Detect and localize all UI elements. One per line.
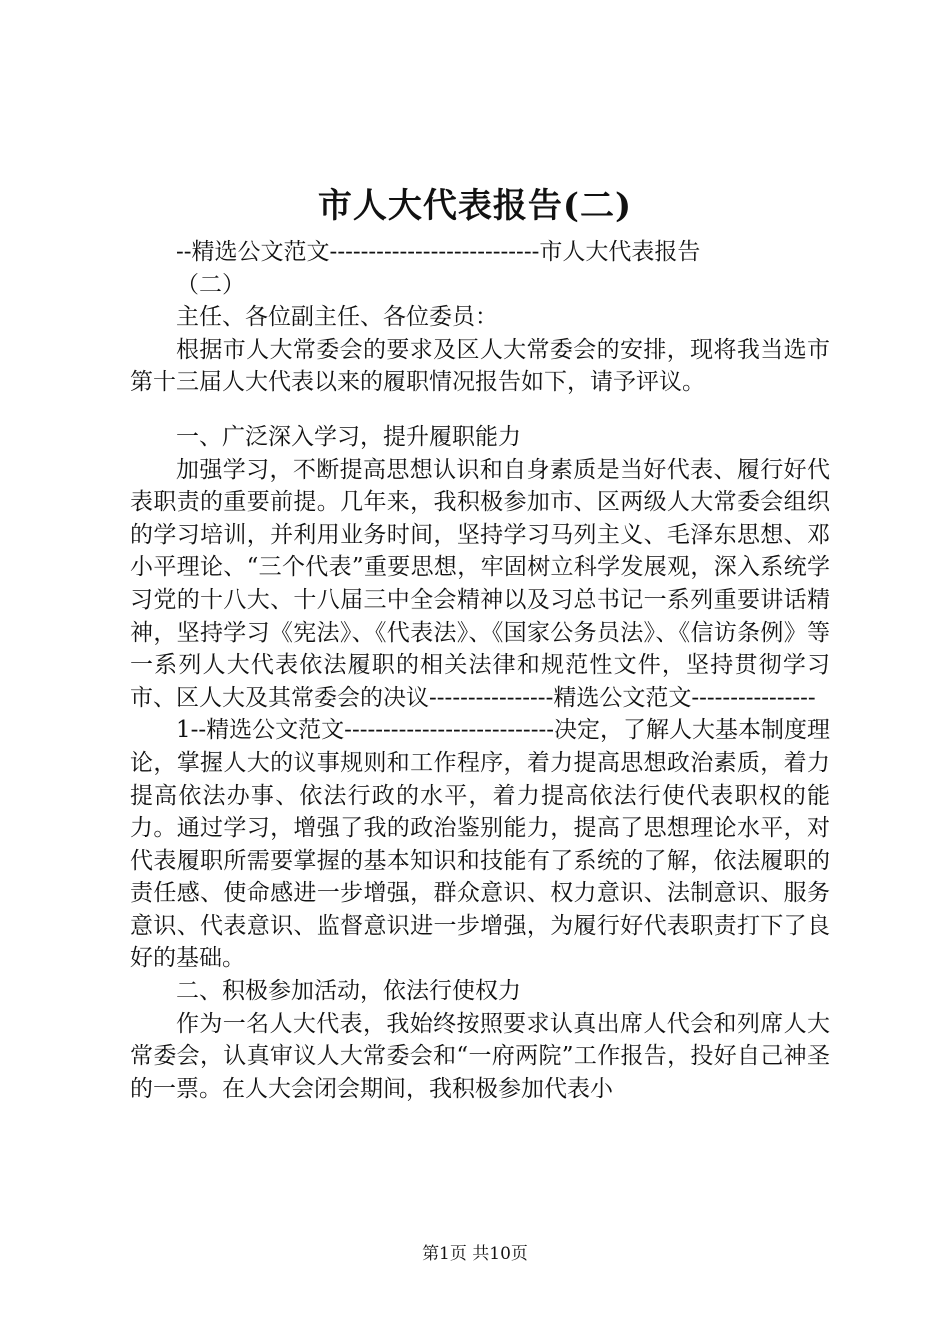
- section-heading-1: 一、广泛深入学习，提升履职能力: [176, 423, 521, 450]
- paragraph-study: 加强学习，不断提高思想认识和自身素质是当好代表、履行好代表职责的重要前提。几年来，我积极参加市、区两级人大常委会组织的学习培训，并利用业务时间，坚持学习马列主义、毛泽东思想、邓小平理论、“三个代表”重要思想，牢固树立科学发展观，深入系统学习党的十八大、十八届三中全会精神以及习总书记一系列重要讲话精神，坚持学习《宪法》、《代表法》、《国家公务员法》、《信访条例》等一系列人大代表依法履职的相关法律和规范性文件，坚持贯彻学习市、区人大及其常委会的决议----------------精选公文范文----------------: [130, 456, 830, 711]
- paragraph-activities: 作为一名人大代表，我始终按照要求认真出席人代会和列席人大常委会，认真审议人大常委会和“一府两院”工作报告，投好自己神圣的一票。在人大会闭会期间，我积极参加代表小: [130, 1010, 830, 1102]
- paragraph-intro: 根据市人大常委会的要求及区人大常委会的安排，现将我当选市第十三届人大代表以来的履职情况报告如下，请予评议。: [130, 336, 830, 396]
- document-body: [130, 236, 830, 1105]
- paragraph-subtitle: （二）: [176, 271, 245, 298]
- paragraph-header-line: --精选公文范文---------------------------市人大代表报告: [176, 239, 701, 265]
- page-footer: 第1页 共10页: [422, 1244, 528, 1264]
- paragraph-spacer: [130, 399, 830, 421]
- section-heading-2: 二、积极参加活动，依法行使权力: [176, 978, 521, 1005]
- paragraph-study-continued: 1--精选公文范文---------------------------决定，了解人大基本制度理论，掌握人大的议事规则和工作程序，着力提高思想政治素质，着力提高依法办事、依法行政的水平，着力提高依法行使代表职权的能力。通过学习，增强了我的政治鉴别能力，提高了思想理论水平，对代表履职所需要掌握的基本知识和技能有了系统的了解，依法履职的责任感、使命感进一步增强，群众意识、权力意识、法制意识、服务意识、代表意识、监督意识进一步增强，为履行好代表职责打下了良好的基础。: [130, 717, 831, 972]
- paragraph-salutation: 主任、各位副主任、各位委员：: [176, 304, 498, 331]
- document-title: 市人大代表报告(二): [317, 186, 633, 226]
